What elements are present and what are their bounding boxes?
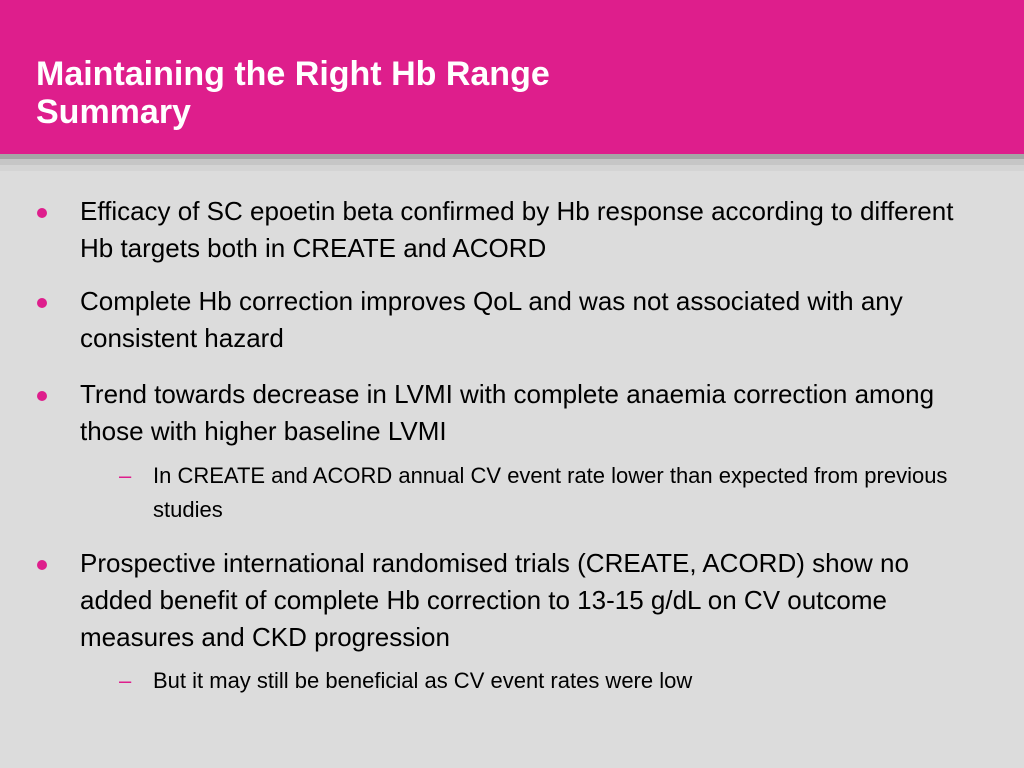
bullet-item-lvmi-trend (80, 376, 980, 450)
sub-bullet-text: But it may still be beneficial as CV event rates were low (153, 668, 693, 693)
bullet-item-prospective-trials (80, 545, 980, 656)
slide-title-line-2: Summary (36, 93, 191, 131)
slide-title-line-1: Maintaining the Right Hb Range (36, 55, 550, 93)
dash-marker: – (119, 668, 132, 693)
sub-bullet-text: In CREATE and ACORD annual CV event rate lower than expected from previous studies (153, 463, 948, 522)
bullet-item-efficacy (80, 193, 980, 267)
bullet-text: Complete Hb correction improves QoL and was not associated with any consistent hazard (80, 286, 903, 353)
bullet-text: Prospective international randomised trials (CREATE, ACORD) show no added benefit of complete Hb correction to 13-15 g/dL on CV outcome measures and CKD progression (80, 548, 909, 652)
sub-bullet-still-beneficial (119, 664, 953, 698)
bullet-text: Trend towards decrease in LVMI with complete anaemia correction among those with higher baseline LVMI (80, 379, 935, 446)
bullet-item-complete-correction (80, 283, 980, 357)
bullet-text: Efficacy of SC epoetin beta confirmed by Hb response according to different Hb targets both in CREATE and ACORD (80, 196, 954, 263)
sub-bullet-cv-event-rate (119, 459, 953, 527)
dash-marker: – (119, 463, 132, 488)
